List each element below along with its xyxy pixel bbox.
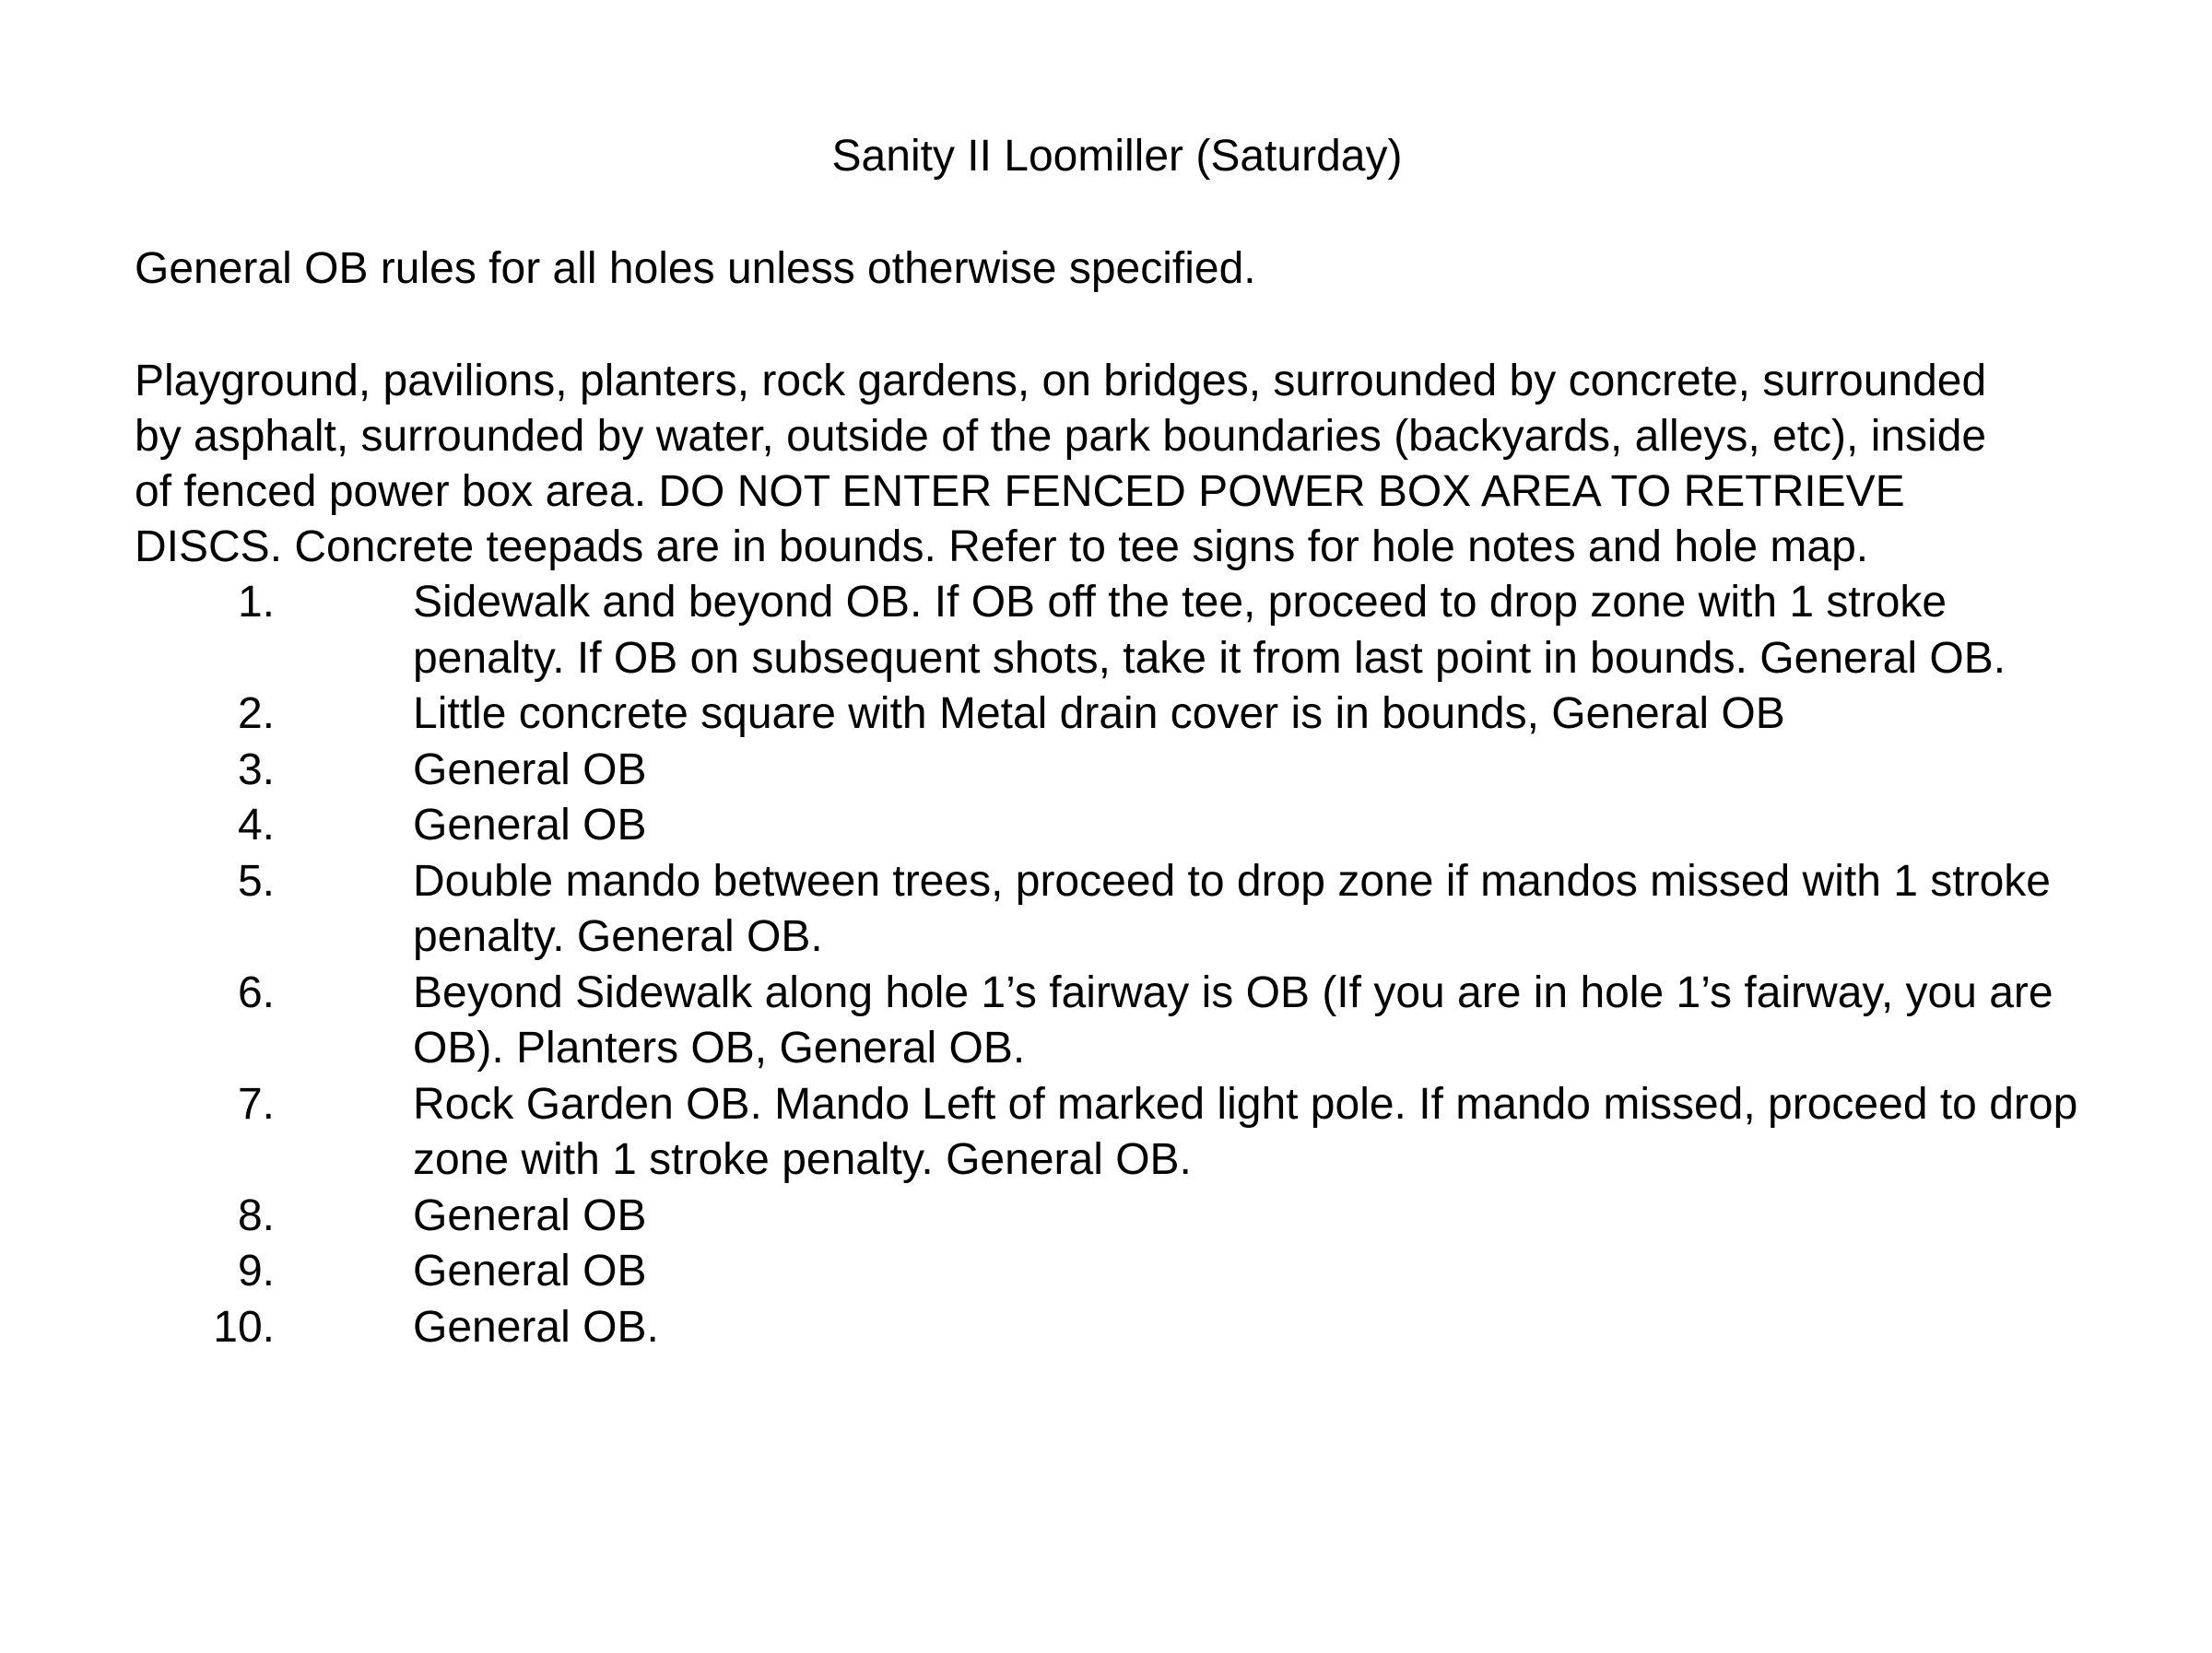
hole-rule-text: General OB	[413, 801, 647, 850]
list-item	[0, 1300, 2212, 1356]
list-item	[0, 798, 2212, 854]
general-rules-line: of fenced power box area. DO NOT ENTER FENCED POWER BOX AREA TO RETRIEVE	[135, 467, 1905, 516]
general-rules-line: Playground, pavilions, planters, rock gardens, on bridges, surrounded by concrete, surrounded	[135, 357, 1987, 405]
hole-rules-list	[0, 575, 2212, 1355]
list-item	[0, 966, 2212, 1077]
hole-rule-text: Rock Garden OB. Mando Left of marked light pole. If mando missed, proceed to drop zone with 1 stroke penalty. General OB.	[413, 1079, 2078, 1184]
hole-number: 9.	[237, 1247, 275, 1295]
list-item	[0, 854, 2212, 966]
hole-rule-text: Sidewalk and beyond OB. If OB off the tee, proceed to drop zone with 1 stroke penalty. If OB on subsequent shots, take it from last point in bounds. General OB.	[413, 578, 2006, 683]
hole-number: 3.	[237, 744, 275, 794]
list-item	[0, 743, 2212, 799]
list-item	[0, 575, 2212, 686]
hole-rule-text: General OB.	[413, 1302, 659, 1352]
hole-number: 2.	[237, 689, 275, 738]
general-rules-line: by asphalt, surrounded by water, outside of the park boundaries (backyards, alleys, etc), inside	[135, 412, 1987, 461]
list-item	[0, 686, 2212, 743]
hole-number: 10.	[213, 1302, 275, 1352]
hole-number: 4.	[237, 801, 275, 850]
hole-number: 8.	[237, 1190, 275, 1240]
hole-rule-text: Beyond Sidewalk along hole 1’s fairway is OB (If you are in hole 1’s fairway, you are OB). Planters OB, General OB.	[413, 967, 2053, 1073]
hole-rule-text: Little concrete square with Metal drain cover is in bounds, General OB	[413, 689, 1785, 738]
hole-number: 6.	[237, 967, 275, 1017]
list-item	[0, 1244, 2212, 1300]
intro-text: General OB rules for all holes unless otherwise specified.	[135, 244, 1256, 293]
hole-number: 7.	[237, 1079, 275, 1129]
hole-rule-text: General OB	[413, 1247, 647, 1295]
general-rules-paragraph	[135, 354, 2107, 575]
hole-number: 5.	[237, 856, 275, 906]
list-item	[0, 1189, 2212, 1245]
hole-number: 1.	[237, 578, 275, 627]
general-rules-line: DISCS. Concrete teepads are in bounds. Refer to tee signs for hole notes and hole map.	[135, 522, 1869, 571]
hole-rule-text: Double mando between trees, proceed to drop zone if mandos missed with 1 stroke penalty. General OB.	[413, 856, 2051, 961]
list-item	[0, 1077, 2212, 1189]
page-title: Sanity II Loomiller (Saturday)	[831, 132, 1403, 181]
hole-rule-text: General OB	[413, 1190, 647, 1240]
hole-rule-text: General OB	[413, 744, 647, 794]
